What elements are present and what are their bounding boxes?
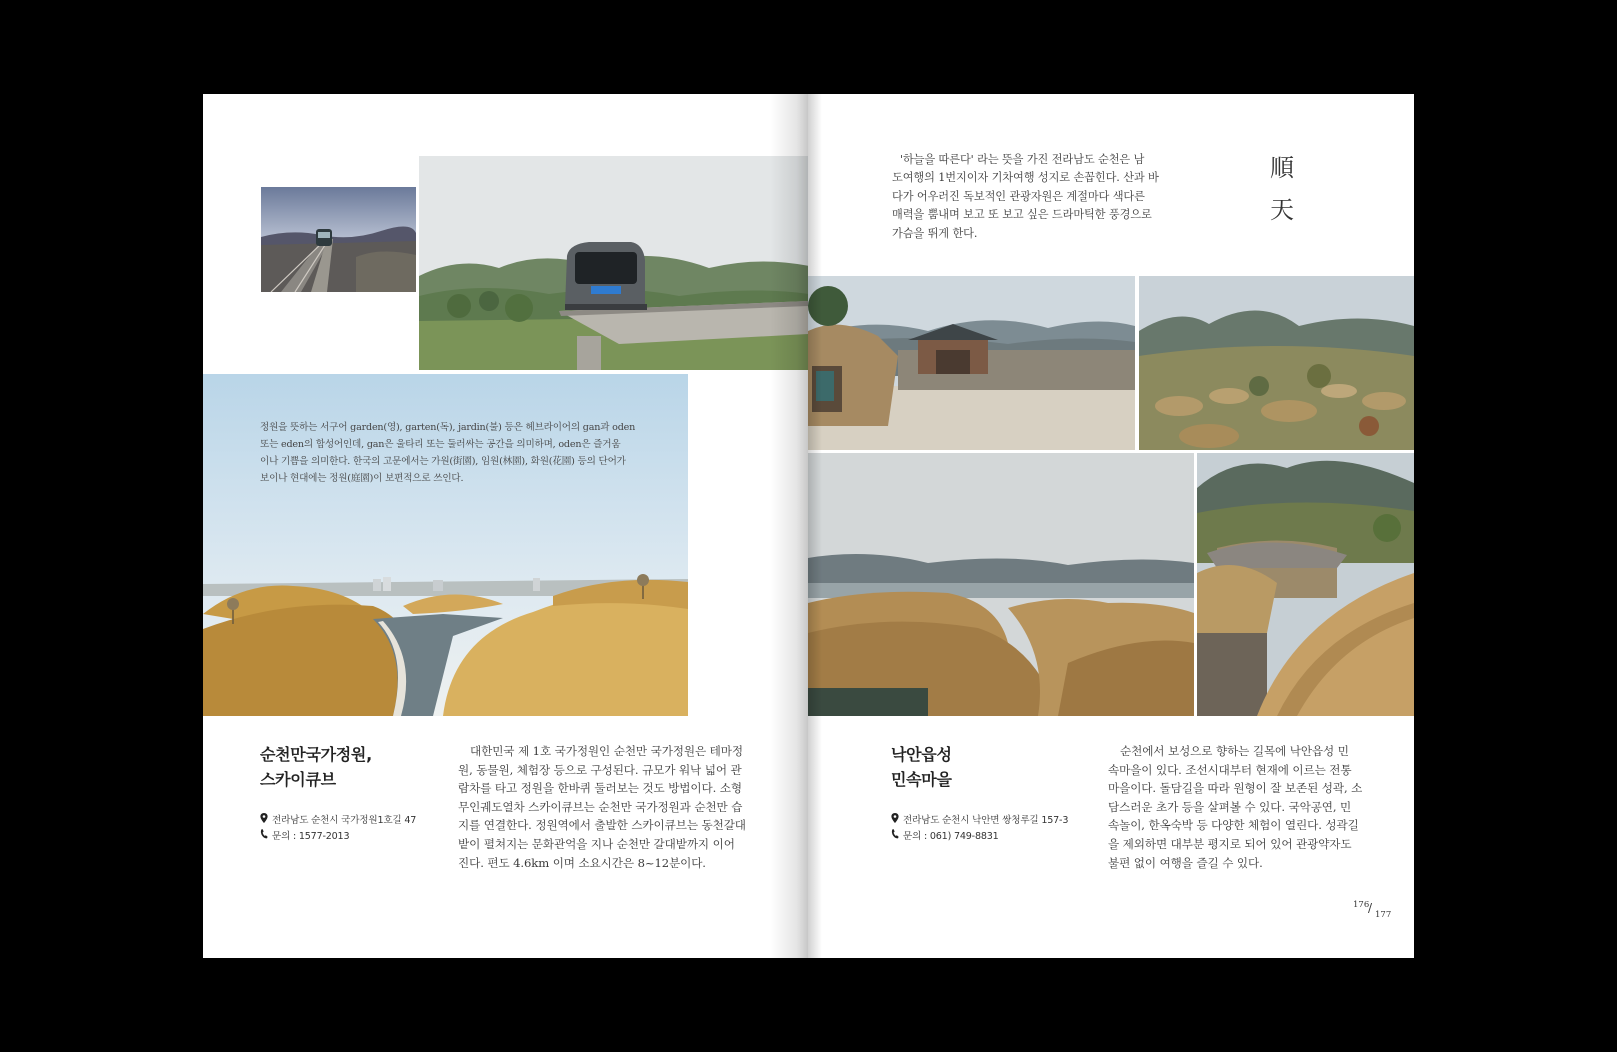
body-line: 대한민국 제 1호 국가정원인 순천만 국가정원은 테마정 — [470, 744, 743, 758]
thatched-roofs-photo — [808, 453, 1194, 716]
caption-line: 정원을 뜻하는 서구어 garden(영), garten(독), jardin(불) 등은 헤브라이어의 gan과 oden — [260, 422, 636, 433]
phone-icon — [260, 829, 268, 845]
nagan-gate-photo — [808, 276, 1135, 450]
map-pin-icon — [891, 813, 899, 829]
body-line: 마을이다. 돌담길을 따라 원형이 잘 보존된 성곽, 소 — [1108, 781, 1363, 796]
intro-text — [892, 151, 1172, 243]
contact-row — [891, 829, 1111, 845]
garden-caption — [260, 419, 640, 487]
caption-line: 보이나 현대에는 정원(庭園)이 보편적으로 쓰인다. — [260, 473, 464, 484]
intro-line: 다가 어우러진 독보적인 관광자원은 계절마다 색다른 — [892, 189, 1145, 203]
body-line: 밭이 펼쳐지는 문화관억을 지나 순천만 갈대밭까지 이어 — [458, 836, 735, 851]
body-line: 속마을이 있다. 조선시대부터 현재에 이르는 전통 — [1108, 762, 1352, 777]
skycube-photo — [419, 156, 808, 370]
left-page — [203, 94, 808, 958]
info-nagan — [891, 813, 1111, 845]
info-suncheonman — [260, 813, 460, 845]
contact-text: 문의 : 061) 749-8831 — [903, 831, 999, 842]
address-text: 전라남도 순천시 낙안면 쌍청루길 157-3 — [903, 815, 1069, 826]
intro-line: 매력을 뿜내며 보고 또 보고 싶은 드라마틱한 풍경으로 — [892, 208, 1152, 222]
caption-line: 또는 eden의 합성어인데, gan은 울타리 또는 둘러싸는 공간을 의미하며, oden은 즐거움 — [260, 439, 621, 450]
body-line: 담스러운 초가 등을 살펴볼 수 있다. 국악공연, 민 — [1108, 799, 1352, 814]
title-line: 민속마을 — [891, 770, 952, 789]
title-line: 낙안읍성 — [891, 745, 952, 764]
intro-line: 도여행의 1번지이자 기차여행 성지로 손꼽힌다. 산과 바 — [892, 171, 1159, 185]
skycube-track-photo — [261, 187, 416, 292]
body-line: 원, 동물원, 체험장 등으로 구성된다. 규모가 워낙 넓어 관 — [458, 762, 742, 777]
map-pin-icon — [260, 813, 268, 829]
thatched-houses-photo — [1197, 453, 1414, 716]
address-text: 전라남도 순천시 국가정원1호길 47 — [272, 815, 417, 826]
caption-line: 이나 기쁨을 의미한다. 한국의 고문에서는 가원(街園), 임원(林園), 화원(花園) 등의 단어가 — [260, 456, 626, 467]
hanja-char: 順 — [1270, 154, 1294, 182]
page-number — [1353, 900, 1403, 922]
page-number-right: 177 — [1375, 910, 1392, 920]
page-number-slash: / — [1368, 901, 1373, 915]
phone-icon — [891, 829, 899, 845]
intro-line: 가슴을 뛰게 한다. — [892, 226, 978, 240]
intro-line: '하늘을 따른다' 라는 뜻을 가진 전라남도 순천은 남 — [900, 153, 1145, 166]
contact-row — [260, 829, 460, 845]
title-line: 순천만국가정원, — [260, 745, 372, 764]
body-line: 속놀이, 한옥숙박 등 다양한 체험이 열린다. 성곽길 — [1108, 818, 1359, 833]
body-line: 무인궤도열차 스카이큐브는 순천만 국가정원과 순천만 습 — [458, 799, 743, 814]
spine-shadow-right — [808, 94, 822, 958]
title-line: 스카이큐브 — [260, 770, 336, 789]
body-line: 지를 연결한다. 정원역에서 출발한 스카이큐브는 동천갈대 — [458, 818, 746, 833]
section-title-suncheonman — [260, 742, 430, 792]
body-nagan — [1108, 742, 1370, 872]
hanja-suncheon — [1267, 147, 1297, 231]
address-row — [260, 813, 460, 829]
body-line: 순천에서 보성으로 향하는 길목에 낙안읍성 민 — [1120, 744, 1349, 758]
contact-text: 문의 : 1577-2013 — [272, 831, 350, 842]
village-overview-photo — [1139, 276, 1414, 450]
page-number-left: 176 — [1353, 900, 1370, 910]
hanja-char: 天 — [1270, 196, 1294, 224]
right-page — [808, 94, 1414, 958]
body-line: 진다. 편도 4.6km 이며 소요시간은 8~12분이다. — [458, 855, 706, 870]
spine-shadow — [770, 94, 808, 958]
body-line: 을 제외하면 대부분 평지로 되어 있어 관광약자도 — [1108, 836, 1352, 851]
section-title-nagan — [891, 742, 1031, 792]
address-row — [891, 813, 1111, 829]
body-line: 불편 없이 여행을 즐길 수 있다. — [1108, 855, 1263, 870]
body-line: 람차를 타고 정원을 한바퀴 둘러보는 것도 방법이다. 소형 — [458, 781, 742, 796]
body-suncheonman — [458, 742, 758, 872]
